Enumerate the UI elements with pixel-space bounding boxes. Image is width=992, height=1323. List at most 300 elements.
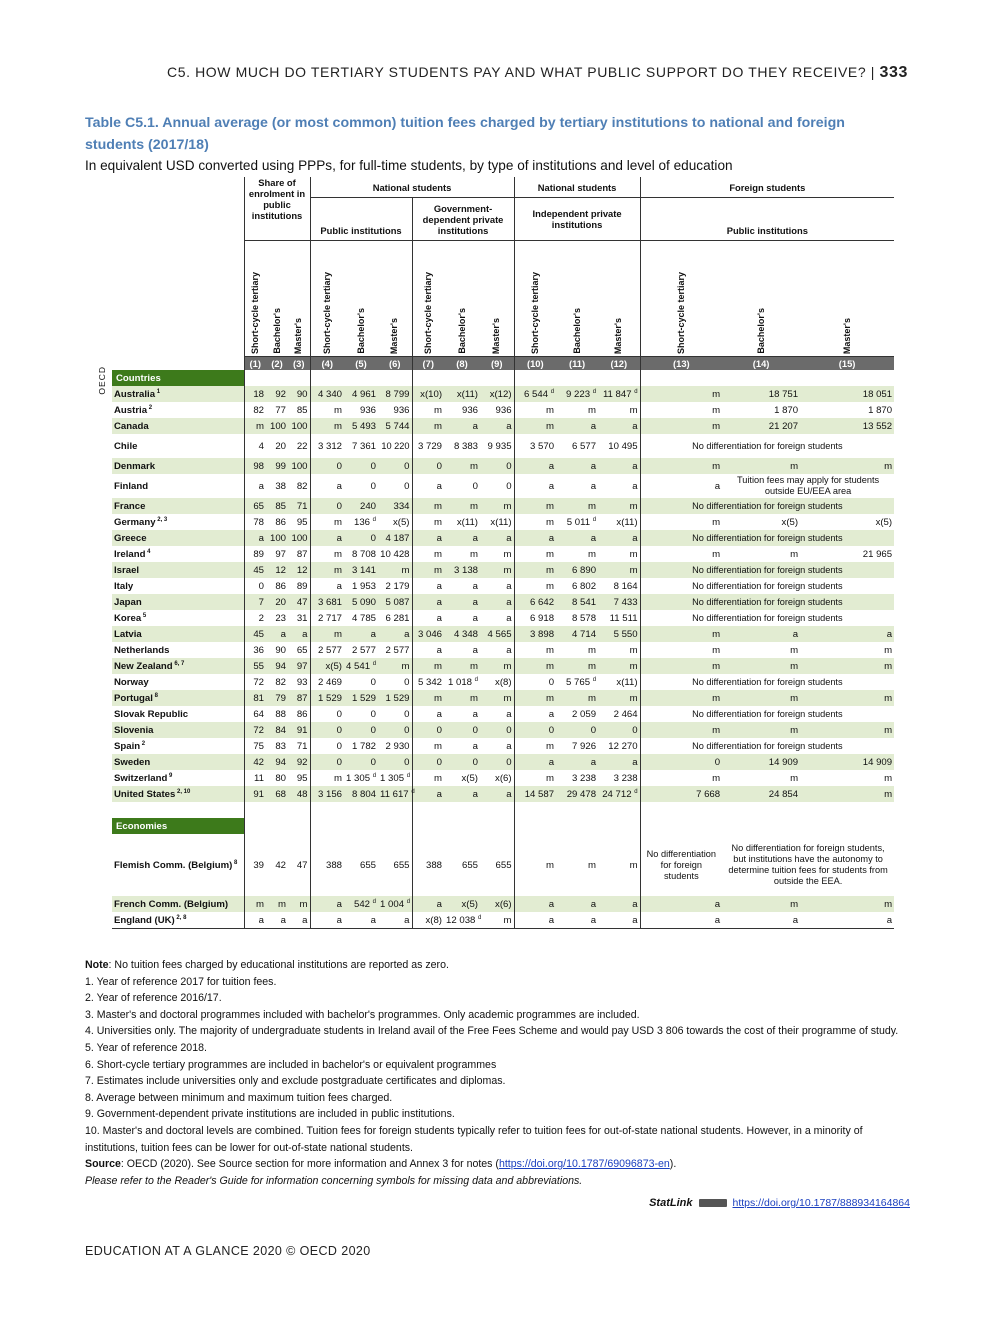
empty-cell xyxy=(598,802,640,818)
level-header xyxy=(444,241,480,357)
data-cell: 1 004 $^d$ xyxy=(378,896,412,912)
data-cell: m xyxy=(514,690,556,706)
data-cell: 1 782 xyxy=(352,740,377,752)
data-cell: x(11) xyxy=(490,516,512,528)
level-label: Master's xyxy=(389,317,400,354)
data-cell: 0 xyxy=(310,498,344,514)
country-name: Germany $^{2, 3}$ xyxy=(114,516,168,528)
data-cell: 87 xyxy=(288,690,310,706)
country-row xyxy=(112,434,894,458)
data-cell: a xyxy=(344,912,378,929)
data-cell: m xyxy=(884,772,893,784)
data-cell: m xyxy=(480,562,514,578)
public-institutions-header: Public institutions xyxy=(310,198,412,241)
data-cell: m xyxy=(412,418,444,434)
column-number: (12) xyxy=(598,357,640,371)
data-cell: 0 xyxy=(344,458,378,474)
empty-cell xyxy=(556,818,598,834)
data-cell: 4 565 xyxy=(480,626,514,642)
merged-note: Tuition fees may apply for students outside EU/EEA area xyxy=(737,475,880,496)
data-cell: m xyxy=(790,772,799,784)
empty-cell xyxy=(640,802,722,818)
share-enrolment-header: Share of enrolment in public institutions xyxy=(244,177,310,241)
header-separator: | xyxy=(870,64,875,80)
data-cell: 8 804 xyxy=(344,786,378,802)
data-cell: 65 xyxy=(244,498,266,514)
data-cell: 0 xyxy=(310,706,344,722)
data-cell: 8 708 xyxy=(352,548,377,560)
country-name: Spain $^2$ xyxy=(114,740,146,752)
data-cell: 4 785 xyxy=(352,612,377,624)
data-cell: m xyxy=(884,644,893,656)
data-cell: x(11) xyxy=(444,386,480,402)
column-number: (5) xyxy=(344,357,378,371)
data-cell: x(5) xyxy=(310,658,344,674)
data-cell: m xyxy=(310,402,344,418)
data-cell: 936 xyxy=(393,404,410,416)
empty-cell xyxy=(514,802,556,818)
source-line xyxy=(85,1156,907,1173)
data-cell: 0 xyxy=(514,674,556,690)
column-number: (14) xyxy=(722,357,800,371)
data-cell: x(5) xyxy=(781,516,799,528)
foreign-public-institutions-header: Public institutions xyxy=(640,198,894,241)
data-cell: m xyxy=(310,418,344,434)
data-cell: 48 xyxy=(288,786,310,802)
data-cell: 3 898 xyxy=(514,626,556,642)
data-cell: x(12) xyxy=(480,386,514,402)
data-cell: 0 xyxy=(404,708,410,720)
data-cell: 542 $^d$ xyxy=(344,896,378,912)
data-cell: a xyxy=(344,626,378,642)
level-header xyxy=(310,241,344,357)
data-cell: x(5) xyxy=(461,772,479,784)
merged-note: No differentiation for foreign students xyxy=(640,674,894,690)
empty-cell xyxy=(722,818,800,834)
data-cell: m xyxy=(598,562,640,578)
country-row xyxy=(112,546,894,562)
data-cell: m xyxy=(598,658,640,674)
data-cell: a xyxy=(244,912,266,929)
merged-note: No differentiation for foreign students xyxy=(640,562,894,578)
data-cell: 72 xyxy=(244,722,266,738)
data-cell: m xyxy=(310,562,344,578)
data-cell: m xyxy=(378,562,412,578)
data-cell: 0 xyxy=(378,458,412,474)
footnote: 10. Master's and doctoral levels are combined. Tuition fees for foreign students typically refer to tuition fees for out-of-state national students. However, in a minority of institutions, tuition fees can be lower for out-of-state national students. xyxy=(85,1124,863,1154)
merged-note: No differentiation for foreign students xyxy=(640,610,894,626)
column-number: (9) xyxy=(480,357,514,371)
data-cell: m xyxy=(790,548,799,560)
data-cell: m xyxy=(722,458,800,474)
data-cell: a xyxy=(288,626,310,642)
level-header xyxy=(598,241,640,357)
data-cell: 100 xyxy=(288,530,310,546)
data-cell: a xyxy=(556,458,598,474)
data-cell: m xyxy=(412,658,444,674)
country-name: Israel xyxy=(112,562,244,578)
data-cell: 6 577 xyxy=(572,440,597,452)
footnote-list xyxy=(85,974,907,1157)
empty-cell xyxy=(598,818,640,834)
level-label: Short-cycle tertiary xyxy=(249,271,260,354)
data-cell: 3 238 xyxy=(613,772,638,784)
merged-note: No differentiation for foreign students xyxy=(640,834,722,896)
data-cell: a xyxy=(640,474,722,498)
stub-number-cell xyxy=(112,357,244,371)
economy-row xyxy=(112,834,894,896)
column-number: (7) xyxy=(412,357,444,371)
data-cell: a xyxy=(598,754,640,770)
data-cell: m xyxy=(444,498,480,514)
data-cell: 89 xyxy=(296,580,308,592)
data-cell: 1 529 xyxy=(378,690,412,706)
column-number-row xyxy=(112,357,894,371)
data-cell: m xyxy=(629,404,638,416)
data-cell: x(8) xyxy=(412,912,444,929)
empty-cell xyxy=(378,818,412,834)
data-cell: m xyxy=(629,548,638,560)
data-cell: a xyxy=(556,530,598,546)
empty-cell xyxy=(378,802,412,818)
level-header xyxy=(412,241,444,357)
data-cell: 0 xyxy=(480,458,514,474)
data-cell: m xyxy=(556,658,598,674)
data-cell: 0 xyxy=(344,530,378,546)
data-cell: m xyxy=(514,642,556,658)
stub-header xyxy=(112,177,244,241)
data-cell: 8 383 xyxy=(454,440,479,452)
empty-cell xyxy=(266,818,288,834)
stub-header-cell xyxy=(112,241,244,357)
data-cell: 0 xyxy=(344,722,378,738)
independent-institutions-header: Independent private institutions xyxy=(514,198,640,241)
data-cell: 100 xyxy=(266,530,288,546)
data-cell: m xyxy=(514,770,556,786)
data-cell: m xyxy=(556,498,598,514)
data-cell: 22 xyxy=(296,440,308,452)
data-cell: 90 xyxy=(288,386,310,402)
empty-cell xyxy=(556,370,598,386)
data-cell: 2 xyxy=(244,610,266,626)
data-cell: m xyxy=(640,658,722,674)
country-name: Greece xyxy=(112,530,244,546)
data-cell: 0 xyxy=(444,722,480,738)
data-cell: m xyxy=(378,658,412,674)
data-cell: 3 156 xyxy=(310,786,344,802)
country-row xyxy=(112,626,894,642)
country-row xyxy=(112,514,894,530)
data-cell: 136 $^d$ xyxy=(353,516,377,528)
note-line xyxy=(85,957,907,974)
data-cell: a xyxy=(640,912,722,929)
country-row xyxy=(112,458,894,474)
data-cell: 14 587 xyxy=(514,786,556,802)
data-cell: 655 xyxy=(393,859,410,871)
data-cell: a xyxy=(556,912,598,929)
data-cell: m xyxy=(412,546,444,562)
empty-cell xyxy=(266,802,288,818)
data-cell: 1 953 xyxy=(352,580,377,592)
level-label: Short-cycle tertiary xyxy=(321,271,332,354)
data-cell: 100 xyxy=(266,418,288,434)
data-cell: 8 578 xyxy=(572,612,597,624)
data-cell: 2 577 xyxy=(352,644,377,656)
data-cell: m xyxy=(722,896,800,912)
data-cell: 936 xyxy=(462,404,479,416)
data-cell: m xyxy=(480,658,514,674)
data-cell: 4 541 $^d$ xyxy=(344,658,378,674)
data-cell: 0 xyxy=(378,754,412,770)
data-cell: 4 961 xyxy=(344,386,378,402)
empty-cell xyxy=(244,370,266,386)
data-cell: 6 918 xyxy=(514,610,556,626)
column-number: (10) xyxy=(514,357,556,371)
data-cell: m xyxy=(480,498,514,514)
empty-cell xyxy=(266,370,288,386)
country-name: Norway xyxy=(114,676,149,688)
data-cell: 88 xyxy=(275,708,286,720)
data-cell: a xyxy=(310,530,344,546)
column-number: (8) xyxy=(444,357,480,371)
source-link[interactable]: https://doi.org/10.1787/69096873-en xyxy=(498,1158,670,1171)
data-cell: 0 xyxy=(378,722,412,738)
empty-cell xyxy=(556,802,598,818)
data-cell: x(5) xyxy=(444,896,480,912)
level-header xyxy=(722,241,800,357)
data-cell: 82 xyxy=(275,676,286,688)
empty-cell xyxy=(288,370,310,386)
data-cell: 240 xyxy=(344,498,378,514)
data-cell: x(10) xyxy=(412,386,444,402)
data-cell: 0 xyxy=(556,722,598,738)
empty-cell xyxy=(480,370,514,386)
data-cell: 6 802 xyxy=(572,580,597,592)
data-cell: 38 xyxy=(275,480,286,492)
data-cell: 10 495 xyxy=(608,440,638,452)
data-cell: m xyxy=(444,658,480,674)
data-cell: m xyxy=(640,626,722,642)
data-cell: 87 xyxy=(296,548,308,560)
data-cell: 55 xyxy=(244,658,266,674)
data-cell: m xyxy=(629,644,638,656)
data-cell: 90 xyxy=(275,644,286,656)
data-cell: 0 xyxy=(404,676,410,688)
data-cell: a xyxy=(722,626,800,642)
data-cell: x(6) xyxy=(495,772,512,784)
data-cell: 86 xyxy=(296,708,308,720)
data-cell: m xyxy=(640,402,722,418)
data-cell: 29 478 xyxy=(556,786,598,802)
empty-cell xyxy=(412,802,444,818)
empty-cell xyxy=(640,370,722,386)
data-cell: 0 xyxy=(370,708,377,720)
page-footer: EDUCATION AT A GLANCE 2020 © OECD 2020 xyxy=(85,1244,371,1258)
merged-note: No differentiation for foreign students xyxy=(640,434,894,458)
statlink-url[interactable]: https://doi.org/10.1787/888934164864 xyxy=(732,1197,910,1209)
data-cell: 10 428 xyxy=(380,548,410,560)
data-cell: 20 xyxy=(275,440,286,452)
data-cell: a xyxy=(288,912,310,929)
empty-cell xyxy=(378,370,412,386)
empty-cell xyxy=(444,370,480,386)
data-cell: m xyxy=(244,418,266,434)
data-cell: a xyxy=(598,912,640,929)
data-cell: 388 xyxy=(412,834,444,896)
national-students-header-2: National students xyxy=(514,177,640,198)
column-number: (4) xyxy=(310,357,344,371)
data-cell: a xyxy=(722,912,800,929)
data-cell: m xyxy=(598,690,640,706)
level-header xyxy=(514,241,556,357)
footnote: 6. Short-cycle tertiary programmes are included in bachelor's or equivalent programmes xyxy=(85,1058,497,1071)
data-cell: a xyxy=(480,418,514,434)
data-cell: m xyxy=(514,498,556,514)
country-row xyxy=(112,738,894,754)
data-cell: m xyxy=(722,690,800,706)
column-number: (1) xyxy=(244,357,266,371)
data-cell: 13 552 xyxy=(800,418,894,434)
data-cell: m xyxy=(722,722,800,738)
data-cell: m xyxy=(640,546,722,562)
data-cell: m xyxy=(640,386,722,402)
data-cell: m xyxy=(800,690,894,706)
data-cell: a xyxy=(310,912,344,929)
data-cell: 24 712 $^d$ xyxy=(598,786,640,802)
data-cell: 1 018 $^d$ xyxy=(447,676,479,688)
empty-cell xyxy=(310,802,344,818)
data-cell: a xyxy=(310,896,344,912)
data-cell: 6 281 xyxy=(385,612,410,624)
data-cell: 1 870 xyxy=(868,404,893,416)
data-cell: m xyxy=(629,859,638,871)
data-cell: 14 909 xyxy=(722,754,800,770)
data-cell: m xyxy=(310,770,344,786)
data-cell: m xyxy=(640,458,722,474)
data-cell: 85 xyxy=(266,498,288,514)
country-name: Slovak Republic xyxy=(114,708,189,720)
data-cell: m xyxy=(514,402,556,418)
column-number: (6) xyxy=(378,357,412,371)
country-name: Netherlands xyxy=(114,644,170,656)
data-cell: m xyxy=(588,404,597,416)
table-body xyxy=(112,370,894,929)
country-name: Flemish Comm. (Belgium) $^8$ xyxy=(114,859,238,871)
data-cell: a xyxy=(556,896,598,912)
merged-note: No differentiation for foreign students xyxy=(640,706,894,722)
data-cell: 3 312 xyxy=(310,434,344,458)
data-cell: 2 717 xyxy=(310,610,344,626)
data-cell: 0 xyxy=(310,738,344,754)
country-row xyxy=(112,786,894,802)
data-cell: 0 xyxy=(370,676,377,688)
footnote: 9. Government-dependent private institutions are included in public institutions. xyxy=(85,1108,455,1121)
data-cell: m xyxy=(514,546,556,562)
data-cell: m xyxy=(588,548,597,560)
data-cell: 47 xyxy=(288,594,310,610)
level-label: Short-cycle tertiary xyxy=(422,271,433,354)
data-cell: 85 xyxy=(296,404,308,416)
data-cell: 0 xyxy=(412,754,444,770)
section-row xyxy=(112,370,894,386)
country-row xyxy=(112,562,894,578)
data-cell: a xyxy=(506,708,512,720)
empty-cell xyxy=(244,802,266,818)
data-cell: 1 305 $^d$ xyxy=(380,772,411,784)
empty-cell xyxy=(412,370,444,386)
data-cell: m xyxy=(470,548,479,560)
data-cell: 82 xyxy=(296,480,308,492)
data-cell: 45 xyxy=(244,626,266,642)
empty-cell xyxy=(344,802,378,818)
column-number: (13) xyxy=(640,357,722,371)
country-name: Australia $^1$ xyxy=(112,386,244,402)
country-name: Portugal $^8$ xyxy=(112,690,244,706)
data-cell: 0 xyxy=(412,722,444,738)
empty-cell xyxy=(344,370,378,386)
data-cell: m xyxy=(310,546,344,562)
data-cell: a xyxy=(412,474,444,498)
data-cell: 31 xyxy=(296,612,308,624)
country-name: Latvia xyxy=(112,626,244,642)
data-cell: a xyxy=(378,912,412,929)
data-cell: m xyxy=(514,834,556,896)
data-cell: m xyxy=(444,690,480,706)
merged-note: No differentiation for foreign students xyxy=(640,578,894,594)
data-cell: 5 550 xyxy=(598,626,640,642)
data-cell: 2 469 xyxy=(310,674,344,690)
data-cell: 0 xyxy=(472,480,479,492)
country-name: Korea $^5$ xyxy=(114,612,147,624)
country-row xyxy=(112,594,894,610)
data-cell: 24 854 xyxy=(722,786,800,802)
data-cell: 18 751 xyxy=(722,386,800,402)
data-cell: a xyxy=(640,896,722,912)
data-cell: 3 141 xyxy=(344,562,378,578)
table-subtitle: In equivalent USD converted using PPPs, for full-time students, by type of institutions and level of education xyxy=(85,158,733,173)
data-cell: 11 617 $^d$ xyxy=(378,786,412,802)
data-cell: 3 238 xyxy=(572,772,597,784)
empty-cell xyxy=(444,818,480,834)
data-cell: 0 xyxy=(412,458,444,474)
data-cell: a xyxy=(514,912,556,929)
country-row xyxy=(112,578,894,594)
data-cell: x(11) xyxy=(456,516,479,528)
country-name: Italy xyxy=(114,580,134,592)
column-number: (15) xyxy=(800,357,894,371)
data-cell: x(6) xyxy=(480,896,514,912)
level-label: Bachelor's xyxy=(355,308,366,354)
data-cell: 94 xyxy=(266,754,288,770)
data-cell: a xyxy=(506,644,512,656)
data-cell: 95 xyxy=(296,772,308,784)
economy-row xyxy=(112,896,894,912)
data-cell: m xyxy=(800,896,894,912)
country-name: Japan xyxy=(112,594,244,610)
economies-section-label: Economies xyxy=(112,818,244,834)
data-cell: 2 179 xyxy=(385,580,410,592)
data-cell: 0 xyxy=(444,754,480,770)
data-cell: 20 xyxy=(266,594,288,610)
data-cell: m xyxy=(412,514,444,530)
data-cell: 0 xyxy=(310,458,344,474)
data-cell: 5 087 xyxy=(378,594,412,610)
empty-cell xyxy=(310,818,344,834)
merged-note: No differentiation for foreign students, but institutions have the autonomy to determine tuition fees for students from outside the EEA. xyxy=(728,843,888,886)
level-header xyxy=(244,241,266,357)
empty-cell xyxy=(444,802,480,818)
empty-cell xyxy=(310,370,344,386)
